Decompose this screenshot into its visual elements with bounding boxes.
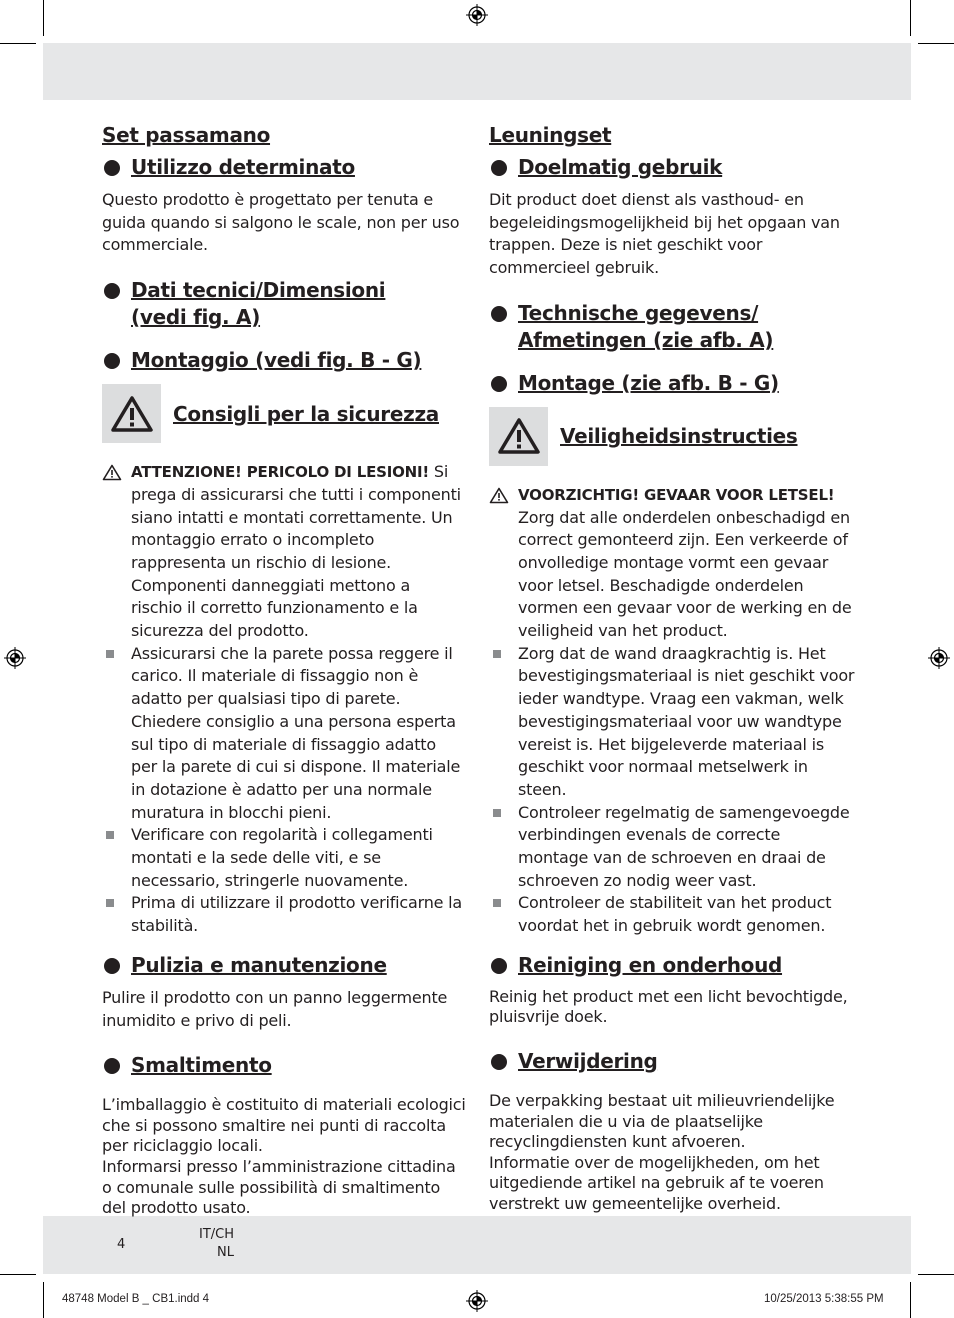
paragraph: Pulire il prodotto con un panno leggermente inumidito e privo di peli. bbox=[102, 987, 448, 1030]
registration-mark-icon bbox=[4, 647, 26, 669]
list-item bbox=[102, 824, 466, 892]
heading-text: Verwijdering bbox=[518, 1049, 658, 1074]
language-code: IT/CH bbox=[198, 1227, 234, 1242]
page-title: Leuningset bbox=[489, 123, 612, 147]
bullet-dot-icon bbox=[491, 958, 507, 974]
square-bullet-icon bbox=[106, 899, 114, 907]
bullet-dot-icon bbox=[104, 353, 120, 369]
section-heading bbox=[489, 370, 855, 397]
paragraph bbox=[102, 1095, 466, 1219]
warning-triangle-icon bbox=[110, 395, 154, 433]
heading-text: (vedi fig. A) bbox=[131, 305, 261, 330]
section-heading bbox=[102, 154, 466, 181]
warning-icon-box bbox=[102, 384, 161, 443]
language-code: NL bbox=[217, 1245, 234, 1260]
print-slug-date: 10/25/2013 5:38:55 PM bbox=[764, 1293, 884, 1305]
section-heading bbox=[489, 952, 855, 979]
crop-mark bbox=[910, 0, 911, 36]
list-item-text: Zorg dat de wand draagkrachtig is. Het bevestigingsmateriaal is niet geschikt voor ieder wandtype. Vraag een vakman, welk bevestigingsmateriaal voor uw wandtype vereist is. Het bijgeleverde materiaal is geschikt voor normaal metselwerk in steen. bbox=[518, 643, 855, 799]
header-band bbox=[43, 43, 911, 100]
heading-text: Reiniging en onderhoud bbox=[518, 952, 783, 977]
square-bullet-icon bbox=[493, 650, 501, 658]
heading-text: Pulizia e manutenzione bbox=[131, 952, 387, 977]
square-bullet-icon bbox=[493, 809, 501, 817]
warning-paragraph bbox=[102, 461, 466, 643]
registration-mark-icon bbox=[928, 647, 950, 669]
paragraph bbox=[489, 1091, 855, 1215]
registration-mark-icon bbox=[466, 1290, 488, 1312]
heading-text: Montaggio (vedi fig. B - G) bbox=[131, 348, 422, 373]
paragraph-text: L’imballaggio è costituito di materiali ecologici che si possono smaltire nei punti di raccolta per riciclaggio locali. bbox=[102, 1095, 466, 1156]
section-heading bbox=[102, 1052, 466, 1079]
square-bullet-icon bbox=[106, 831, 114, 839]
paragraph-text: Informarsi presso l’amministrazione cittadina o comunale sulle possibilità di smaltimento del prodotto usato. bbox=[102, 1157, 456, 1218]
bullet-dot-icon bbox=[104, 1058, 120, 1074]
list-item-text: Prima di utilizzare il prodotto verificarne la stabilità. bbox=[131, 893, 463, 936]
heading-text: Afmetingen (zie afb. A) bbox=[518, 327, 774, 352]
warning-label: VOORZICHTIG! GEVAAR VOOR LETSEL! bbox=[518, 485, 835, 504]
bullet-dot-icon bbox=[104, 283, 120, 299]
column-dutch bbox=[489, 122, 855, 1229]
warning-triangle-icon bbox=[497, 417, 541, 455]
safety-heading-block bbox=[102, 384, 466, 443]
crop-mark bbox=[910, 1282, 911, 1318]
bullet-dot-icon bbox=[491, 160, 507, 176]
list-item bbox=[489, 892, 855, 937]
safety-heading-block bbox=[489, 407, 855, 466]
warning-icon-box bbox=[489, 407, 548, 466]
heading-text: Utilizzo determinato bbox=[131, 155, 355, 179]
heading-text: Technische gegevens/ bbox=[518, 300, 759, 325]
registration-mark-icon bbox=[466, 4, 488, 26]
paragraph-text: Informatie over de mogelijkheden, om het uitgediende artikel na gebruik af te voeren verstrekt uw gemeentelijke overheid. bbox=[489, 1152, 824, 1214]
list-item bbox=[102, 643, 466, 825]
paragraph: Reinig het product met een licht bevochtigde, pluisvrije doek. bbox=[489, 986, 848, 1027]
heading-text: Dati tecnici/Dimensioni bbox=[131, 278, 386, 303]
square-bullet-icon bbox=[106, 650, 114, 658]
warning-small-icon bbox=[489, 487, 509, 504]
section-heading bbox=[102, 347, 466, 374]
square-bullet-icon bbox=[493, 899, 501, 907]
section-heading bbox=[102, 277, 466, 331]
bullet-dot-icon bbox=[491, 1054, 507, 1070]
paragraph: Dit product doet dienst als vasthoud- en begeleidingsmogelijkheid bij het opgaan van trappen. Deze is niet geschikt voor commercieel gebruik. bbox=[489, 190, 840, 278]
crop-mark bbox=[918, 1274, 954, 1275]
list-item bbox=[489, 802, 855, 893]
safety-heading: Consigli per la sicurezza bbox=[173, 401, 439, 426]
list-item-text: Controleer de stabiliteit van het product voordat het in gebruik wordt genomen. bbox=[518, 893, 832, 936]
section-heading bbox=[489, 300, 855, 354]
paragraph-text: De verpakking bestaat uit milieuvriendelijke materialen die u via de plaatselijke recyclingdiensten kunt afvoeren. bbox=[489, 1091, 835, 1152]
bullet-dot-icon bbox=[104, 160, 120, 176]
warning-small-icon bbox=[102, 464, 122, 481]
crop-mark bbox=[918, 43, 954, 44]
warning-label: ATTENZIONE! PERICOLO DI LESIONI! bbox=[131, 463, 430, 482]
bullet-dot-icon bbox=[104, 958, 120, 974]
list-item-text: Assicurarsi che la parete possa reggere il carico. Il materiale di fissaggio non è adatto per qualsiasi tipo di parete. Chiedere consiglio a una persona esperta sul tipo di materiale di fissaggio adatto per la parete di cui si dispone. Il materiale in dotazione è adatto per una normale muratura in blocchi pieni. bbox=[131, 643, 461, 822]
paragraph: Questo prodotto è progettato per tenuta e guida quando si salgono le scale, non per uso commerciale. bbox=[102, 190, 460, 255]
print-slug-file: 48748 Model B _ CB1.indd 4 bbox=[62, 1293, 210, 1305]
bullet-dot-icon bbox=[491, 306, 507, 322]
warning-paragraph bbox=[489, 484, 855, 643]
bullet-dot-icon bbox=[491, 376, 507, 392]
warning-text: Zorg dat alle onderdelen onbeschadigd en correct gemonteerd zijn. Een verkeerde of onvolledige montage vormt een gevaar voor letsel. Beschadigde onderdelen vormen een gevaar voor de werking en de veiligheid van het product. bbox=[518, 507, 852, 641]
list-item bbox=[102, 892, 466, 937]
section-heading bbox=[489, 1048, 855, 1075]
page-number: 4 bbox=[117, 1237, 126, 1252]
heading-text: Smaltimento bbox=[131, 1053, 272, 1078]
list-item-text: Controleer regelmatig de samengevoegde verbindingen evenals de correcte montage van de schroeven en draai de schroeven zo nodig weer vast. bbox=[518, 802, 850, 890]
heading-text: Montage (zie afb. B - G) bbox=[518, 370, 779, 395]
language-codes bbox=[180, 1226, 234, 1262]
list-item-text: Verificare con regolarità i collegamenti montati e la sede delle viti, e se necessario, stringerle nuovamente. bbox=[131, 825, 433, 890]
section-heading bbox=[489, 154, 855, 181]
section-heading bbox=[102, 952, 466, 979]
heading-text: Doelmatig gebruik bbox=[518, 155, 723, 179]
warning-text: Si prega di assicurarsi che tutti i componenti siano intatti e montati correttamente. Un montaggio errato o incompleto rappresenta un rischio di lesione. Componenti danneggiati mettono a rischio il corretto funzionamento e la sicurezza del prodotto. bbox=[131, 462, 461, 641]
page-title: Set passamano bbox=[102, 123, 271, 147]
column-italian bbox=[102, 122, 466, 1233]
safety-heading: Veiligheidsinstructies bbox=[560, 424, 798, 449]
crop-mark bbox=[0, 43, 36, 44]
crop-mark bbox=[43, 0, 44, 36]
crop-mark bbox=[43, 1282, 44, 1318]
crop-mark bbox=[0, 1274, 36, 1275]
list-item bbox=[489, 643, 855, 802]
